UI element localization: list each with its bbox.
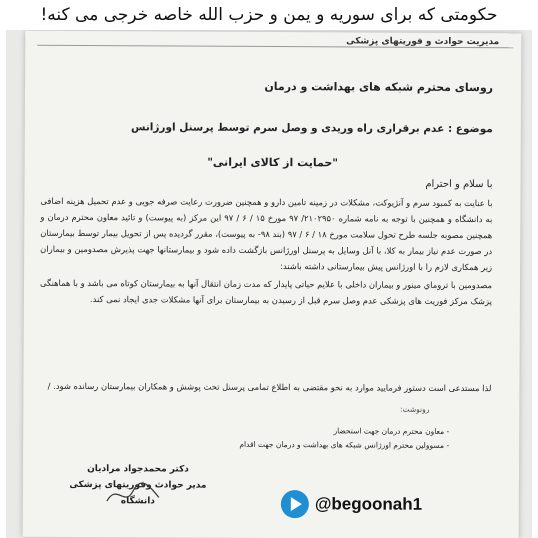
signatory-name: دکتر محمدجواد مرادیان [87, 464, 189, 475]
copies-list [239, 424, 449, 453]
letter-greeting: با سلام و احترام [425, 178, 493, 191]
letter-page [23, 31, 522, 538]
copies-label: رونوشت: [399, 404, 430, 414]
play-icon [281, 490, 309, 518]
channel-watermark [281, 487, 449, 522]
letter-closing: لذا مستدعی است دستور فرمایید موارد به نحو مقتضی به اطلاع تمامی پرسنل تحت پوشش و همکاران بیمارستان رسانده شود. / [47, 380, 492, 394]
letter-body [40, 193, 493, 311]
channel-handle: @begoonah1 [314, 494, 423, 514]
copy-recipient: - معاون محترم درمان جهت استحضار [239, 424, 449, 439]
copy-recipient: - مسوولین محترم اورژانس شبکه های بهداشت و درمان جهت اقدام [239, 438, 449, 453]
post-caption: حکومتی که برای سوریه و یمن و حزب الله خاصه خرجی می کنه! [40, 5, 498, 25]
body-paragraph: مصدومین با تروماي مینور و بیماران داخلی با علایم حیاتی پایدار که مدت زمان انتقال آنها به بیمارستان کوتاه می باشد و با هماهنگی پزشک مرکز فوریت های پزشکی عدم وصل سرم قبل از رسیدن به بیمارستان برای آنها مشکلات جدی ایجاد نمی کند. [39, 277, 493, 307]
signatory-title: مدیر حوادث وفوریتهای پزشکی دانشگاه [69, 479, 207, 507]
signature-scribble [103, 479, 163, 509]
body-paragraph: با عنایت به کمبود سرم و آنژیوکت، مشکلات در زمینه تامین دارو و همچنین ضرورت رعایت صرفه جویی و عدم تحمیل هزینه اضافی به دانشگاه و همچنین با توجه به نامه شماره ۲۱۰۲۹۵۰/ ۹۷ مورخ ۱۵ / ۶ / ۹۷ این مرکز (به پیوست) و تائید معاون محترم درمان و همچنین مصوبه جلسه طرح تحول سلامت مورخ ۱۸ / ۶ / ۹۷ (بند ۹۸- به پیوست)، مقرر گردیده پس از تحویل بیمار توسط بیمارستان در صورت عدم نیاز بیمار به کلا، با آنل وسایل به پرسنل اورژانس بازگشت داده شود و بیمارستانها جهت پذیرش مصدومین و بیماران زیر همکاری لازم را با اورژانس پیش بیمارستانی داشته باشند: [40, 195, 493, 273]
document-scan [6, 30, 532, 538]
letter-addressee: روسای محترم شبکه های بهداشت و درمان [264, 79, 494, 95]
office-header: مدیریت حوادث و فوریتهای پزشکی [346, 36, 500, 48]
letter-slogan: "حمایت از کالای ایرانی" [207, 155, 339, 170]
letter-subject: موضوع : عدم برقراری راه وریدی و وصل سرم توسط پرسنل اورژانس [130, 121, 493, 136]
